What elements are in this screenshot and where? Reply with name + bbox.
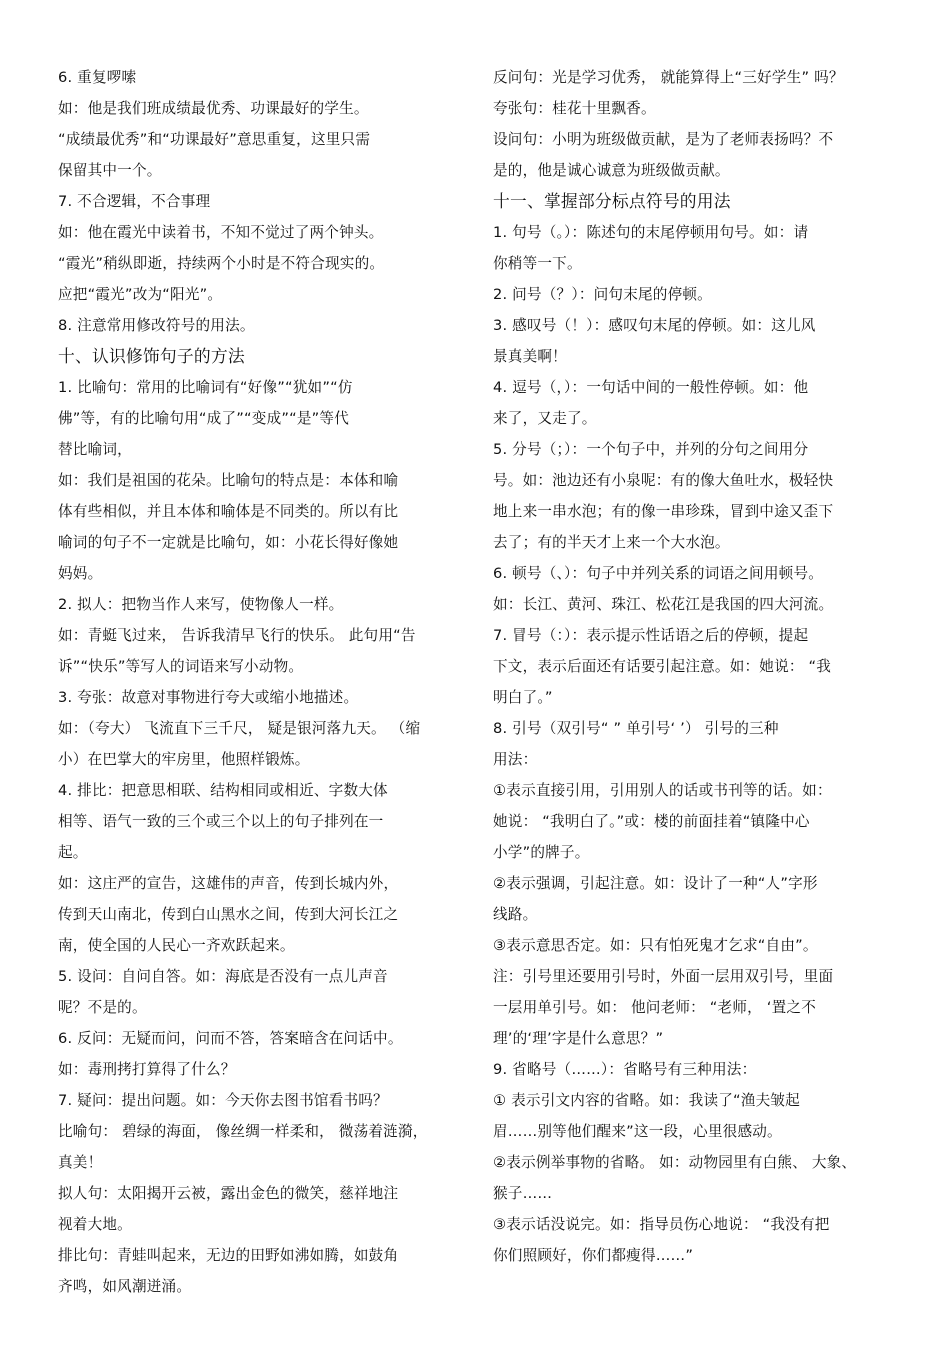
text-line: 2. 问号（？）：问句末尾的停顿。 [493, 286, 712, 303]
text-line: 来了，又走了。 [493, 410, 597, 427]
text-line: 眉……别等他们醒来”这一段，心里很感动。 [493, 1123, 782, 1140]
text-line: 小）在巴掌大的牢房里，他照样锻炼。 [58, 751, 310, 768]
text-line: 6. 反问：无疑而问，问而不答，答案暗含在问话中。 [58, 1030, 403, 1047]
text-line: 相等、语气一致的三个或三个以上的句子排列在一 [58, 813, 384, 830]
text-line: 如：他在霞光中读着书，不知不觉过了两个钟头。 [58, 224, 384, 241]
text-line: 4. 排比：把意思相联、结构相同或相近、字数大体 [58, 782, 388, 799]
text-line: 排比句：青蛙叫起来，无边的田野如沸如腾，如鼓角 [58, 1247, 399, 1264]
text-line: 体有些相似，并且本体和喻体是不同类的。所以有比 [58, 503, 399, 520]
text-line: 她说： “我明白了。”或：楼的前面挂着“镇隆中心 [493, 813, 810, 830]
text-line: 地上来一串水泡；有的像一串珍珠，冒到中途又歪下 [493, 503, 834, 520]
right-column [493, 62, 913, 1271]
text-line: 如：这庄严的宣告，这雄伟的声音，传到长城内外， [58, 875, 399, 892]
text-line: 呢？不是的。 [58, 999, 147, 1016]
text-line: 8. 注意常用修改符号的用法。 [58, 317, 255, 334]
text-line: ③表示话没说完。如：指导员伤心地说： “我没有把 [493, 1216, 830, 1233]
text-line: 1. 句号（。）：陈述句的末尾停顿用句号。如：请 [493, 224, 809, 241]
text-line: 6. 顿号（、）：句子中并列关系的词语之间用顿号。 [493, 565, 824, 582]
text-line: 比喻句： 碧绿的海面， 像丝绸一样柔和， 微荡着涟漪， [58, 1123, 428, 1140]
text-line: 起。 [58, 844, 88, 861]
text-line: 如：他是我们班成绩最优秀、功课最好的学生。 [58, 100, 369, 117]
text-line: 拟人句：太阳揭开云被，露出金色的微笑，慈祥地注 [58, 1185, 399, 1202]
text-line: 8. 引号（双引号“ ” 单引号‘ ’） 引号的三种 [493, 720, 779, 737]
text-line: 号。如：池边还有小泉呢：有的像大鱼吐水，极轻快 [493, 472, 834, 489]
text-line: 诉”“快乐”等写人的词语来写小动物。 [58, 658, 304, 675]
text-line: ②表示强调，引起注意。如：设计了一种“人”字形 [493, 875, 818, 892]
text-line: 如：（夸大） 飞流直下三千尺， 疑是银河落九天。 （缩 [58, 720, 421, 737]
text-line: 设问句：小明为班级做贡献，是为了老师表扬吗？不 [493, 131, 834, 148]
text-line: 5. 分号（；）：一个句子中，并列的分句之间用分 [493, 441, 809, 458]
text-line: 7. 冒号（：）：表示提示性话语之后的停顿，提起 [493, 627, 809, 644]
text-line: 景真美啊！ [493, 348, 567, 365]
text-line: 喻词的句子不一定就是比喻句，如：小花长得好像她 [58, 534, 399, 551]
text-line: 如：长江、黄河、珠江、松花江是我国的四大河流。 [493, 596, 834, 613]
text-line: 应把“霞光”改为“阳光”。 [58, 286, 223, 303]
text-line: 真美！ [58, 1154, 103, 1171]
text-line: “成绩最优秀”和“功课最好”意思重复，这里只需 [58, 131, 371, 148]
text-line: 一层用单引号。如： 他问老师： “老师， ‘置之不 [493, 999, 816, 1016]
text-line: 视着大地。 [58, 1216, 132, 1233]
text-line: 用法： [493, 751, 538, 768]
text-line: 佛”等，有的比喻句用“成了”“变成”“是”等代 [58, 410, 350, 427]
text-line: 小学”的牌子。 [493, 844, 590, 861]
text-line: 你们照顾好，你们都瘦得……” [493, 1247, 694, 1264]
text-line: 替比喻词， [58, 441, 132, 458]
text-line: 7. 不合逻辑，不合事理 [58, 193, 211, 210]
left-column [58, 62, 458, 1302]
text-line: 9. 省略号（……）：省略号有三种用法： [493, 1061, 757, 1078]
text-line: 7. 疑问：提出问题。如：今天你去图书馆看书吗？ [58, 1092, 388, 1109]
text-line: ① 表示引文内容的省略。如：我读了“渔夫皱起 [493, 1092, 800, 1109]
text-line: 5. 设问：自问自答。如：海底是否没有一点儿声音 [58, 968, 388, 985]
text-line: 线路。 [493, 906, 538, 923]
text-line: 如：我们是祖国的花朵。比喻句的特点是：本体和喻 [58, 472, 399, 489]
text-line: 猴子…… [493, 1185, 553, 1202]
text-line: 2. 拟人：把物当作人来写，使物像人一样。 [58, 596, 344, 613]
text-line: 南，使全国的人民心一齐欢跃起来。 [58, 937, 295, 954]
text-line: 妈妈。 [58, 565, 103, 582]
text-line: 6. 重复啰嗦 [58, 69, 137, 86]
text-line: 反问句：光是学习优秀， 就能算得上“三好学生” 吗？ [493, 69, 844, 86]
text-line: 3. 感叹号（！）：感叹句末尾的停顿。如：这儿风 [493, 317, 816, 334]
text-line: 理’的‘理’字是什么意思？” [493, 1030, 664, 1047]
text-line: ③表示意思否定。如：只有怕死鬼才乞求“自由”。 [493, 937, 818, 954]
text-line: 保留其中一个。 [58, 162, 162, 179]
text-line: ②表示例举事物的省略。 如：动物园里有白熊、 大象、 [493, 1154, 857, 1171]
text-line: 你稍等一下。 [493, 255, 582, 272]
text-line: 传到天山南北，传到白山黑水之间，传到大河长江之 [58, 906, 399, 923]
text-line: 去了；有的半天才上来一个大水泡。 [493, 534, 730, 551]
text-line: 1. 比喻句：常用的比喻词有“好像”“犹如”“仿 [58, 379, 353, 396]
text-line: 下文，表示后面还有话要引起注意。如：她说： “我 [493, 658, 832, 675]
text-line: 如：青蜓飞过来， 告诉我清早飞行的快乐。 此句用“告 [58, 627, 416, 644]
text-line: 如：毒刑拷打算得了什么？ [58, 1061, 236, 1078]
text-line: 齐鸣，如风潮迸涌。 [58, 1278, 192, 1295]
text-line: 4. 逗号（，）：一句话中间的一般性停顿。如：他 [493, 379, 809, 396]
text-line: 明白了。” [493, 689, 553, 706]
text-line: 夸张句：桂花十里飘香。 [493, 100, 656, 117]
text-line: 注：引号里还要用引号时，外面一层用双引号，里面 [493, 968, 834, 985]
text-line: 3. 夸张：故意对事物进行夸大或缩小地描述。 [58, 689, 359, 706]
section-heading: 十一、掌握部分标点符号的用法 [493, 191, 731, 211]
section-heading: 十、认识修饰句子的方法 [58, 346, 245, 366]
text-line: “霞光”稍纵即逝，持续两个小时是不符合现实的。 [58, 255, 385, 272]
text-line: 是的，他是诚心诚意为班级做贡献。 [493, 162, 730, 179]
text-line: ①表示直接引用，引用别人的话或书刊等的话。如： [493, 782, 832, 799]
